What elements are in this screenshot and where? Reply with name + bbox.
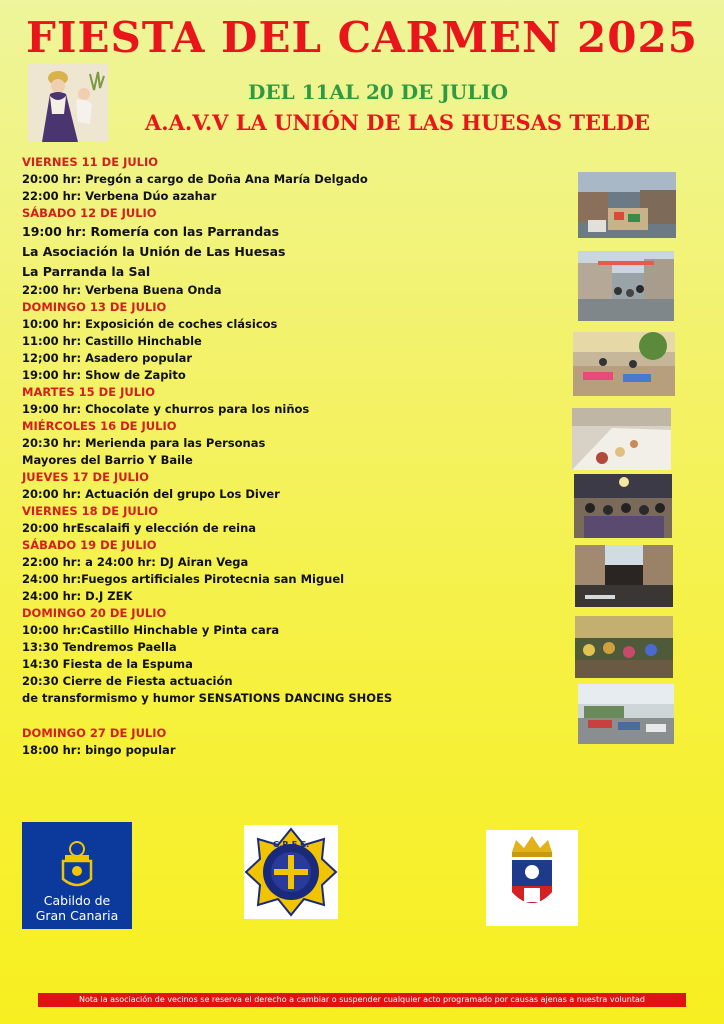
day-heading: VIERNES 11 DE JULIO [22, 155, 159, 169]
photo-romeria-street [578, 251, 674, 321]
event-line: 19:00 hr: Romería con las Parrandas [22, 224, 280, 239]
day-heading: DOMINGO 13 DE JULIO [22, 300, 167, 314]
event-line: 22:00 hr: a 24:00 hr: DJ Airan Vega [22, 555, 249, 569]
event-line: 13:30 Tendremos Paella [22, 640, 177, 654]
day-heading: MIÉRCOLES 16 DE JULIO [22, 419, 177, 433]
day-heading: SÁBADO 19 DE JULIO [22, 538, 157, 552]
photo-classic-cars [578, 684, 674, 744]
day-heading: DOMINGO 27 DE JULIO [22, 726, 167, 740]
event-line: 20:00 hr: Pregón a cargo de Doña Ana María Delgado [22, 172, 368, 186]
event-line: 24:00 hr: D.J ZEK [22, 589, 133, 603]
day-heading: JUEVES 17 DE JULIO [22, 470, 149, 484]
day-heading: DOMINGO 20 DE JULIO [22, 606, 167, 620]
event-line: 11:00 hr: Castillo Hinchable [22, 334, 202, 348]
telde-coat-of-arms [486, 830, 578, 926]
photo-plaza-gathering [573, 332, 675, 396]
event-line: La Asociación la Unión de Las Huesas [22, 244, 286, 259]
event-line: 20:00 hr: Actuación del grupo Los Diver [22, 487, 280, 501]
event-line: 19:00 hr: Chocolate y churros para los niños [22, 402, 310, 416]
event-line: 10:00 hr: Exposición de coches clásicos [22, 317, 278, 331]
coat-of-arms-icon [57, 841, 97, 893]
event-line: 18:00 hr: bingo popular [22, 743, 176, 757]
day-heading: SÁBADO 12 DE JULIO [22, 206, 157, 220]
footer-disclaimer: Nota la asociación de vecinos se reserva el derecho a cambiar o suspender cualquier acto programado por causas ajenas a nuestra voluntad [38, 993, 686, 1007]
poster-title: FIESTA DEL CARMEN 2025 [26, 13, 698, 62]
spacer [20, 707, 568, 725]
event-line: 20:00 hrEscalaifi y elección de reina [22, 521, 257, 535]
event-line: 20:30 Cierre de Fiesta actuación [22, 674, 233, 688]
cabildo-line-1: Cabildo de [43, 893, 111, 908]
photo-night-crowd [574, 474, 672, 538]
event-line: 19:00 hr: Show de Zapito [22, 368, 186, 382]
virgin-del-carmen-image [28, 64, 108, 142]
photo-night-street [575, 545, 673, 607]
event-schedule [20, 154, 568, 759]
greco-emergency-logo [244, 825, 338, 919]
event-line: 22:00 hr: Verbena Dúo azahar [22, 189, 217, 203]
event-line: 22:00 hr: Verbena Buena Onda [22, 283, 222, 297]
photo-street-market [578, 172, 676, 238]
event-line: 10:00 hr:Castillo Hinchable y Pinta cara [22, 623, 280, 637]
date-range: DEL 11AL 20 DE JULIO [248, 80, 509, 104]
photo-paella-crowd [575, 616, 673, 678]
greco-label: G.R.E.C. [272, 840, 310, 849]
photo-merienda-table [572, 408, 671, 470]
association-name: A.A.V.V LA UNIÓN DE LAS HUESAS TELDE [145, 110, 651, 135]
event-line: de transformismo y humor SENSATIONS DANCING SHOES [22, 691, 393, 705]
cabildo-line-2: Gran Canaria [35, 908, 119, 923]
event-line: 20:30 hr: Merienda para las Personas [22, 436, 266, 450]
day-heading: MARTES 15 DE JULIO [22, 385, 156, 399]
cabildo-gran-canaria-logo [22, 822, 132, 929]
day-heading: VIERNES 18 DE JULIO [22, 504, 159, 518]
event-line: La Parranda la Sal [22, 264, 151, 279]
event-line: 24:00 hr:Fuegos artificiales Pirotecnia san Miguel [22, 572, 345, 586]
event-line: Mayores del Barrio Y Baile [22, 453, 193, 467]
event-line: 12;00 hr: Asadero popular [22, 351, 193, 365]
event-line: 14:30 Fiesta de la Espuma [22, 657, 193, 671]
